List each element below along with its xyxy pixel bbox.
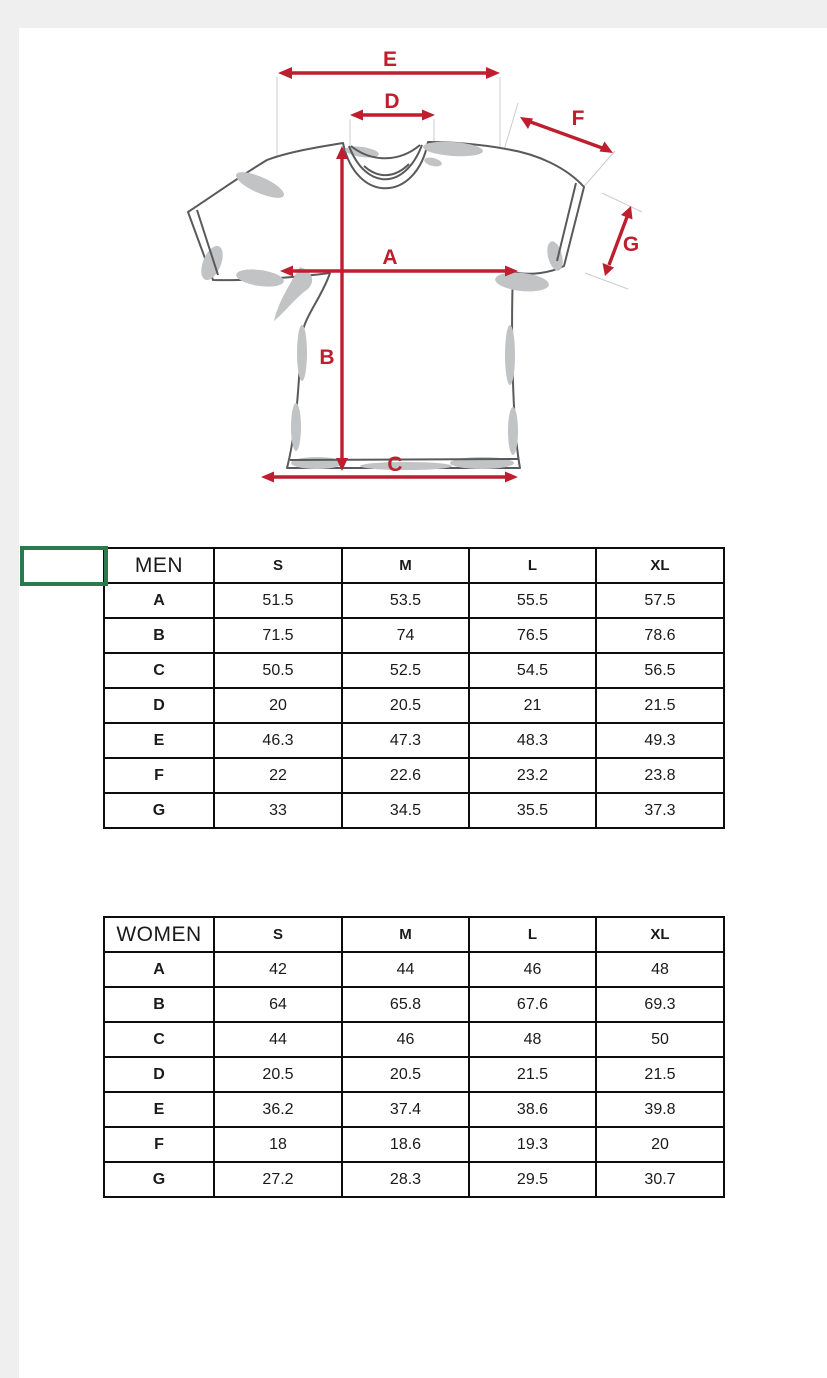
size-cell: 67.6	[469, 987, 596, 1022]
size-cell: 56.5	[596, 653, 724, 688]
row-label: D	[104, 688, 214, 723]
size-cell: 27.2	[214, 1162, 342, 1197]
size-cell: 35.5	[469, 793, 596, 828]
row-label: B	[104, 987, 214, 1022]
active-cell-selection[interactable]	[20, 546, 108, 586]
size-cell: 37.3	[596, 793, 724, 828]
measure-label-c: C	[387, 453, 403, 476]
size-cell: 55.5	[469, 583, 596, 618]
size-cell: 42	[214, 952, 342, 987]
size-cell: 44	[342, 952, 469, 987]
size-cell: 69.3	[596, 987, 724, 1022]
row-label: B	[104, 618, 214, 653]
tshirt-measurement-diagram[interactable]	[150, 35, 680, 505]
measure-label-a: A	[382, 246, 398, 269]
row-label: E	[104, 1092, 214, 1127]
measure-label-e: E	[382, 48, 398, 71]
size-cell: 50.5	[214, 653, 342, 688]
size-cell: 18.6	[342, 1127, 469, 1162]
row-label: C	[104, 1022, 214, 1057]
row-label: F	[104, 1127, 214, 1162]
size-cell: 30.7	[596, 1162, 724, 1197]
table-row	[104, 618, 724, 653]
size-cell: 48	[469, 1022, 596, 1057]
table-row	[104, 952, 724, 987]
size-cell: 23.2	[469, 758, 596, 793]
size-cell: 20	[596, 1127, 724, 1162]
size-cell: 57.5	[596, 583, 724, 618]
size-cell: 19.3	[469, 1127, 596, 1162]
column-header: L	[469, 548, 596, 583]
measure-label-g: G	[622, 233, 640, 256]
row-label: D	[104, 1057, 214, 1092]
size-cell: 78.6	[596, 618, 724, 653]
column-header: XL	[596, 917, 724, 952]
table-title: MEN	[104, 548, 214, 583]
size-cell: 20.5	[342, 688, 469, 723]
header-row	[104, 548, 724, 583]
size-cell: 21.5	[596, 1057, 724, 1092]
row-label: F	[104, 758, 214, 793]
men-size-table[interactable]	[103, 547, 725, 829]
table-row	[104, 723, 724, 758]
size-cell: 22	[214, 758, 342, 793]
size-cell: 22.6	[342, 758, 469, 793]
size-cell: 18	[214, 1127, 342, 1162]
size-cell: 47.3	[342, 723, 469, 758]
size-cell: 21.5	[596, 688, 724, 723]
table-row	[104, 758, 724, 793]
table-title: WOMEN	[104, 917, 214, 952]
size-cell: 48.3	[469, 723, 596, 758]
column-header: M	[342, 917, 469, 952]
size-cell: 44	[214, 1022, 342, 1057]
measure-label-b: B	[319, 346, 335, 369]
size-cell: 39.8	[596, 1092, 724, 1127]
size-cell: 76.5	[469, 618, 596, 653]
measure-label-d: D	[384, 90, 400, 113]
table-row	[104, 1057, 724, 1092]
size-cell: 65.8	[342, 987, 469, 1022]
row-label: G	[104, 793, 214, 828]
column-header: XL	[596, 548, 724, 583]
size-cell: 20.5	[342, 1057, 469, 1092]
size-cell: 21.5	[469, 1057, 596, 1092]
size-cell: 54.5	[469, 653, 596, 688]
size-cell: 46	[342, 1022, 469, 1057]
table-row	[104, 1127, 724, 1162]
column-header: S	[214, 548, 342, 583]
size-cell: 48	[596, 952, 724, 987]
row-label: A	[104, 952, 214, 987]
column-header: M	[342, 548, 469, 583]
size-cell: 33	[214, 793, 342, 828]
column-header: L	[469, 917, 596, 952]
table-row	[104, 688, 724, 723]
size-cell: 29.5	[469, 1162, 596, 1197]
tshirt-diagram-svg	[150, 35, 680, 505]
size-cell: 36.2	[214, 1092, 342, 1127]
women-size-table[interactable]	[103, 916, 725, 1198]
size-cell: 50	[596, 1022, 724, 1057]
row-label: G	[104, 1162, 214, 1197]
size-cell: 20	[214, 688, 342, 723]
row-label: C	[104, 653, 214, 688]
size-cell: 23.8	[596, 758, 724, 793]
size-cell: 20.5	[214, 1057, 342, 1092]
row-label: E	[104, 723, 214, 758]
size-cell: 64	[214, 987, 342, 1022]
table-row	[104, 793, 724, 828]
table-row	[104, 583, 724, 618]
column-header: S	[214, 917, 342, 952]
header-row	[104, 917, 724, 952]
size-cell: 51.5	[214, 583, 342, 618]
size-cell: 46	[469, 952, 596, 987]
size-cell: 46.3	[214, 723, 342, 758]
size-cell: 38.6	[469, 1092, 596, 1127]
table-row	[104, 1092, 724, 1127]
row-label: A	[104, 583, 214, 618]
size-cell: 34.5	[342, 793, 469, 828]
size-cell: 74	[342, 618, 469, 653]
table-row	[104, 1022, 724, 1057]
tshirt-sketch	[188, 140, 584, 470]
size-cell: 49.3	[596, 723, 724, 758]
table-row	[104, 1162, 724, 1197]
table-row	[104, 987, 724, 1022]
size-cell: 37.4	[342, 1092, 469, 1127]
table-row	[104, 653, 724, 688]
size-cell: 28.3	[342, 1162, 469, 1197]
size-cell: 21	[469, 688, 596, 723]
size-cell: 53.5	[342, 583, 469, 618]
size-cell: 71.5	[214, 618, 342, 653]
measure-label-f: F	[571, 107, 585, 130]
size-cell: 52.5	[342, 653, 469, 688]
